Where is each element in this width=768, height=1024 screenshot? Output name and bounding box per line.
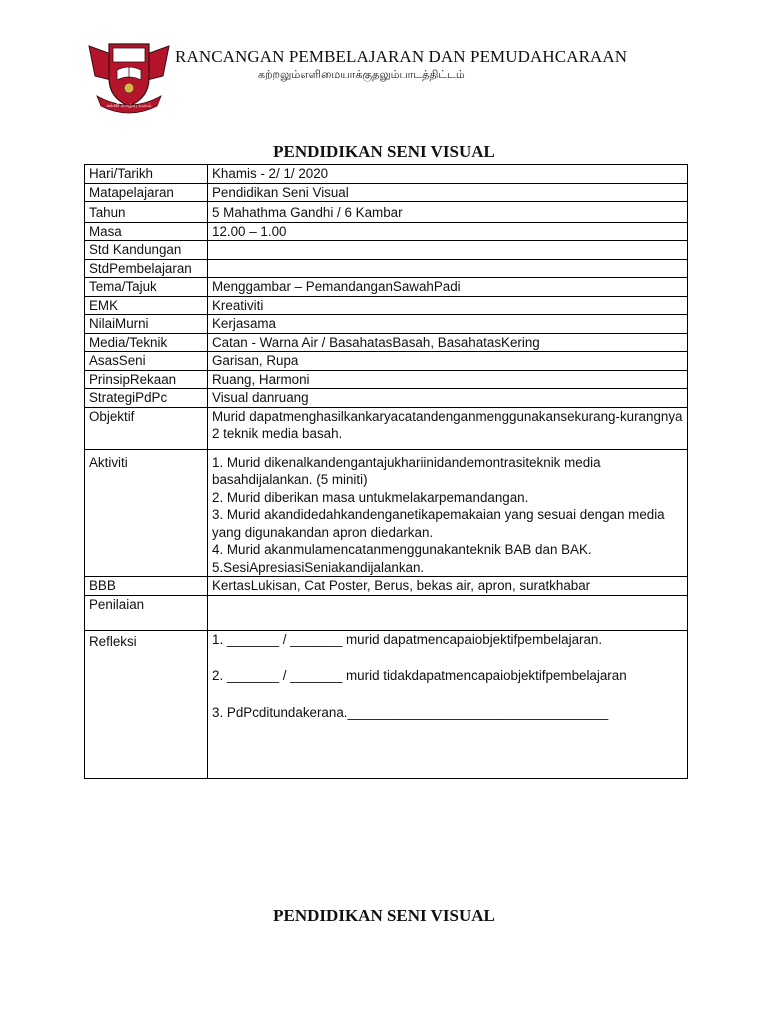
- penilaian-value: [208, 595, 688, 630]
- row-value: [208, 259, 688, 278]
- row-value: Pendidikan Seni Visual: [208, 183, 688, 202]
- row-key: Masa: [85, 222, 208, 241]
- table-row: [85, 259, 688, 278]
- lesson-plan-table: [84, 164, 688, 779]
- penilaian-key: Penilaian: [85, 595, 208, 630]
- row-key: Tahun: [85, 202, 208, 223]
- row-key: Hari/Tarikh: [85, 165, 208, 184]
- row-value: Kreativiti: [208, 296, 688, 315]
- table-row: [85, 449, 688, 577]
- table-row: [85, 278, 688, 297]
- logo-motto: கல்வி வாழ்வு வளம்: [106, 104, 152, 109]
- table-row: [85, 296, 688, 315]
- aktiviti-line: 1. Murid dikenalkandengantajukhariinidandemontrasiteknik media basahdijalankan. (5 miniti): [212, 454, 601, 487]
- aktiviti-value: [208, 449, 688, 577]
- row-key: Objektif: [85, 407, 208, 449]
- row-key: Tema/Tajuk: [85, 278, 208, 297]
- table-row: [85, 630, 688, 778]
- row-value: Murid dapatmenghasilkankaryacatandenganmenggunakansekurang-kurangnya 2 teknik media basah.: [208, 407, 688, 449]
- table-row: [85, 165, 688, 184]
- bbb-key: BBB: [85, 577, 208, 596]
- refleksi-line: 1. _______ / _______ murid dapatmencapaiobjektifpembelajaran.: [212, 631, 603, 647]
- table-row: [85, 370, 688, 389]
- row-value: [208, 241, 688, 260]
- aktiviti-line: 5.SesiApresiasiSeniakandijalankan.: [212, 559, 425, 575]
- section-title-repeat: PENDIDIKAN SENI VISUAL: [273, 906, 495, 925]
- row-key: Std Kandungan: [85, 241, 208, 260]
- table-row: [85, 595, 688, 630]
- row-value: Ruang, Harmoni: [208, 370, 688, 389]
- row-value: 12.00 – 1.00: [208, 222, 688, 241]
- table-row: [85, 183, 688, 202]
- row-key: EMK: [85, 296, 208, 315]
- aktiviti-line: 4. Murid akanmulamencatanmenggunakanteknik BAB dan BAK.: [212, 542, 592, 557]
- refleksi-value: [208, 630, 688, 778]
- school-crest-logo: [87, 40, 171, 114]
- header-subtitle: கற்றலும்எளிமையாக்குதலும்பாடத்திட்டம்: [258, 68, 465, 81]
- aktiviti-line: 3. Murid akandidedahkandenganetikapemakaian yang sesuai dengan media yang digunakandan apron diedarkan.: [212, 507, 665, 540]
- row-value: Garisan, Rupa: [208, 352, 688, 371]
- row-value: Catan - Warna Air / BasahatasBasah, BasahatasKering: [208, 333, 688, 352]
- table-row: [85, 333, 688, 352]
- row-value: Visual danruang: [208, 389, 688, 408]
- table-row: [85, 389, 688, 408]
- row-value: Kerjasama: [208, 315, 688, 334]
- header-title: RANCANGAN PEMBELAJARAN DAN PEMUDAHCARAAN: [175, 47, 628, 66]
- row-key: Matapelajaran: [85, 183, 208, 202]
- table-row: [85, 315, 688, 334]
- table-row: [85, 407, 688, 449]
- row-key: AsasSeni: [85, 352, 208, 371]
- aktiviti-line: 2. Murid diberikan masa untukmelakarpemandangan.: [212, 489, 529, 505]
- bbb-value: KertasLukisan, Cat Poster, Berus, bekas air, apron, suratkhabar: [208, 577, 688, 596]
- refleksi-line: 3. PdPcditundakerana.___________________________________: [212, 704, 609, 720]
- refleksi-line: 2. _______ / _______ murid tidakdapatmencapaiobjektifpembelajaran: [212, 668, 627, 683]
- refleksi-key: Refleksi: [85, 630, 208, 778]
- table-row: [85, 241, 688, 260]
- row-value: 5 Mahathma Gandhi / 6 Kambar: [208, 202, 688, 223]
- row-key: NilaiMurni: [85, 315, 208, 334]
- row-key: StdPembelajaran: [85, 259, 208, 278]
- row-key: StrategiPdPc: [85, 389, 208, 408]
- row-key: PrinsipRekaan: [85, 370, 208, 389]
- table-row: [85, 577, 688, 596]
- section-title: PENDIDIKAN SENI VISUAL: [273, 142, 495, 161]
- table-row: [85, 222, 688, 241]
- row-value: Khamis - 2/ 1/ 2020: [208, 165, 688, 184]
- aktiviti-key: Aktiviti: [85, 449, 208, 577]
- table-row: [85, 202, 688, 223]
- table-row: [85, 352, 688, 371]
- row-value: Menggambar – PemandanganSawahPadi: [208, 278, 688, 297]
- row-key: Media/Teknik: [85, 333, 208, 352]
